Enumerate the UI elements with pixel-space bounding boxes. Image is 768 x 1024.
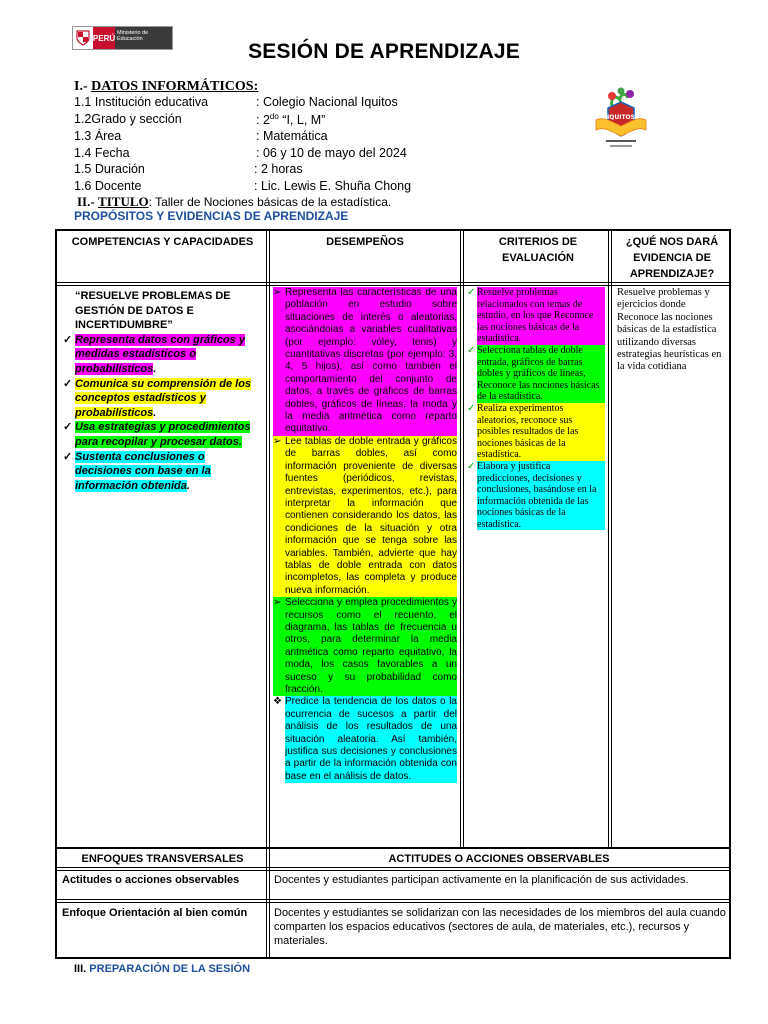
section-3-num: III. [74,963,87,975]
criterio-item: ✓ Elabora y justifica predicciones, decisiones y conclusiones, basándose en la información obtenida de las nociones básicas de la estadística. [467,461,605,531]
section-1-num: I.- [74,79,88,94]
info-row-institution [74,95,398,109]
desempeno-item: ➢ Representa las características de una población en estudio sobre situaciones de interés o aleatorias, asociándolas a variables cualitativas (por ejemplo: vóley, tenis) y cuantitativas discretas (por ejemplo: 3, 4, 5 hijos), así como también el comportamiento del conjunto de datos, a través de gráficos de barras dobles, gráficos de líneas, la moda y la media aritmética como reparto equitativo. [273,287,457,435]
info-row-teacher [74,179,412,193]
section-1-heading [74,79,258,95]
section-2-title [77,194,391,210]
transversal-table [55,849,731,959]
header-desempenos: DESEMPEÑOS [326,236,404,248]
section-3-label: PREPARACIÓN DE LA SESIÓN [89,963,251,975]
capacidad-item: ✓ Representa datos con gráficos y medidas estadísticos o probabilísticos. [63,333,245,375]
info-value: : 06 y 10 de mayo del 2024 [256,146,407,160]
desempeno-item: ➢ Lee tablas de doble entrada y gráficos de barras dobles, así como información proveniente de diversas fuentes (periódicos, revistas, entrevistas, experimentos, etc.), para interpretar la información que contienen considerando los datos, las condiciones de la situación y otra información que se tenga sobre las variables. También, advierte que hay tablas de doble entrada con datos incompletos, las completa y produce nueva información. [273,435,457,596]
info-value: : Matemática [256,129,328,143]
logo-country: PERÚ [93,27,115,49]
section-2-label: TITULO [98,194,149,209]
capacidad-item: ✓ Sustenta conclusiones o decisiones con base en la información obtenida. [63,450,211,492]
header-competencias: COMPETENCIAS Y CAPACIDADES [71,236,254,248]
header-enfoques: ENFOQUES TRANSVERSALES [81,853,244,865]
info-key: 1.4 Fecha [74,146,130,160]
capacidad-item: ✓ Usa estrategias y procedimientos para recopilar y procesar datos. [63,421,251,448]
competencias-cell [63,289,259,493]
row-2-right: Docentes y estudiantes se solidarizan con las necesidades de los miembros del aula cuando comparten los espacios educativos (sectores de aula, de materiales, etc.), recursos y materiales. [274,907,726,948]
evidencia-cell: Resuelve problemas y ejercicios donde Reconoce las nociones básicas de la estadística utilizando diversas estrategias heurísticas en la vida cotidiana [617,287,722,373]
logo-ministry: Ministerio de Educación [115,27,172,49]
competencia-title: “RESUELVE PROBLEMAS DE GESTIÓN DE DATOS E INCERTIDUMBRE” [75,290,231,332]
info-key: 1.1 Institución educativa [74,95,209,109]
page-title: SESIÓN DE APRENDIZAJE [248,40,520,63]
row-1-right: Docentes y estudiantes participan activamente en la planificación de sus actividades. [274,874,689,886]
section-3-heading [74,963,250,975]
header-criterios: CRITERIOS DE EVALUACIÓN [498,236,578,264]
capacidad-item: ✓ Comunica su comprensión de los conceptos estadísticos y probabilísticos. [63,377,252,419]
info-value: : Lic. Lewis E. Shuña Chong [254,179,412,193]
criterio-item: ✓ Realiza experimentos aleatorios, reconoce sus posibles resultados de las nociones básicas de la estadística. [467,403,605,461]
criterio-item: ✓ Selecciona tablas de doble entrada, gráficos de barras dobles y gráficos de líneas, Reconoce las nociones básicas de la estadística. [467,345,605,403]
info-row-duration [74,162,303,176]
header-actitudes: ACTITUDES O ACCIONES OBSERVABLES [388,853,610,865]
emblem-text: IQUITOS [607,114,635,121]
criterio-item: ✓ Resuelve problemas relacionados con temas de estudio, en los que Reconoce las nociones básicas de la estadística. [467,287,605,345]
learning-table [55,229,731,849]
row-1-left: Actitudes o acciones observables [62,874,240,886]
info-value: : $2^{do}$ “I, L, M” [256,112,326,128]
info-key: 1.2Grado y sección [74,112,182,126]
info-key: 1.5 Duración [74,162,145,176]
info-value: : Colegio Nacional Iquitos [256,95,398,109]
info-row-area [74,129,328,143]
desempeno-item: ➢ Selecciona y emplea procedimientos y recursos como el recuento, el diagrama, las tablas de frecuencia u otros, para determinar la media aritmética como reparto equitativo, la moda, los casos favorables a un suceso y su probabilidad como fracción. [273,597,457,695]
info-key: 1.6 Docente [74,179,142,193]
header-evidencia: ¿QUÉ NOS DARÁ EVIDENCIA DE APRENDIZAJE? [625,236,719,280]
section-2-num: II.- [77,194,95,209]
section-1-label: DATOS INFORMÁTICOS: [91,79,259,94]
info-row-date [74,146,407,160]
section-2-text: : Taller de Nociones básicas de la estadística. [148,195,392,209]
row-2-left: Enfoque Orientación al bien común [62,907,248,919]
info-value: : 2 horas [254,162,303,176]
criterios-cell [467,287,605,530]
info-key: 1.3 Área [74,129,122,143]
school-emblem [590,86,652,158]
desempenos-cell [273,287,457,783]
purpose-heading: PROPÓSITOS Y EVIDENCIAS DE APRENDIZAJE [74,209,349,223]
info-row-grade [74,112,326,128]
desempeno-item: ❖ Predice la tendencia de los datos o la ocurrencia de sucesos a partir del análisis de los resultados de una situación aleatoria. Así también, justifica sus decisiones y conclusiones a partir de la información obtenida con base en el análisis de datos. [273,696,457,782]
